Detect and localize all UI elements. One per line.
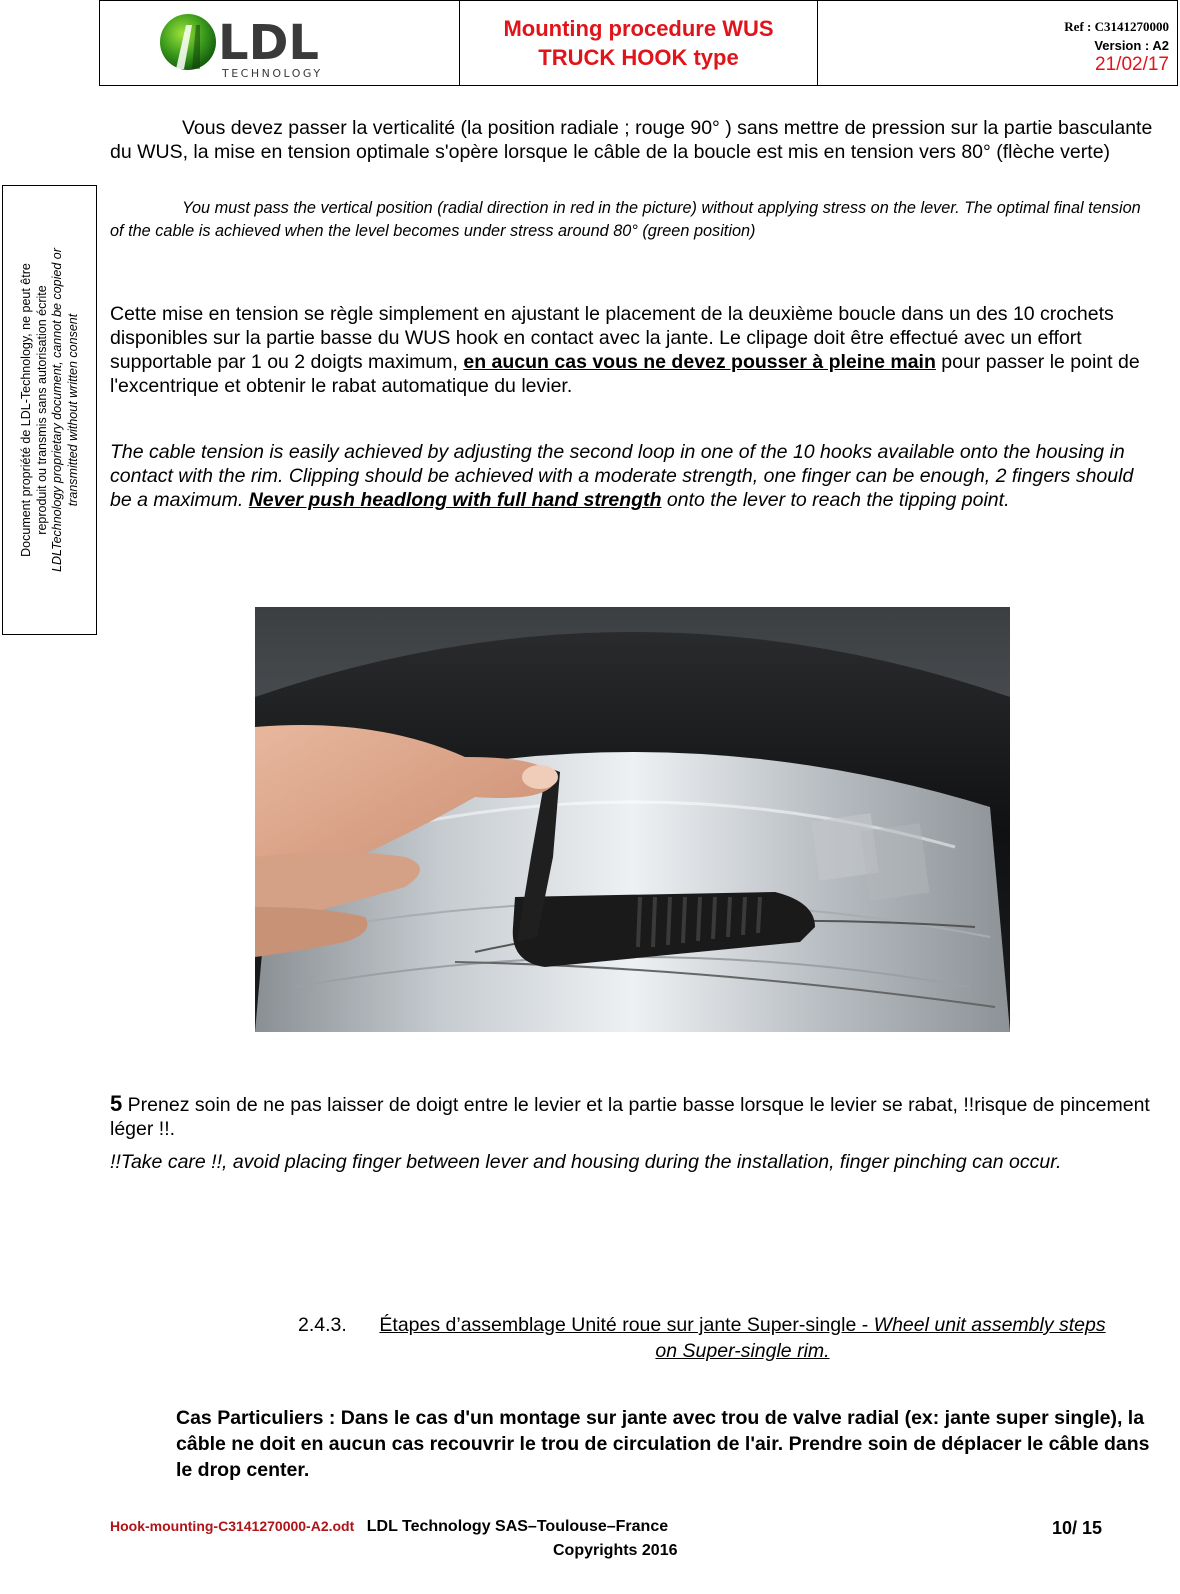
step5-number: 5: [110, 1091, 123, 1116]
para1-en: You must pass the vertical position (radial direction in red in the picture) without applying stress on the lever. The optimal final tension of the cable is achieved when the level becomes under stress around 80° (green position): [110, 199, 1141, 240]
para2-fr-b: pour passer le point de l'excentrique et obtenir le rabat automatique du levier.: [110, 351, 1140, 397]
para2-fr: [110, 302, 1155, 398]
svg-text:TECHNOLOGY: TECHNOLOGY: [222, 67, 323, 80]
hook-mounting-photo: [255, 607, 1010, 1032]
footer-copyright: Copyrights 2016: [553, 1542, 678, 1559]
step5-fr-text: Prenez soin de ne pas laisser de doigt entre le levier et la partie basse lorsque le levier se rabat, !!risque de pincement léger !!.: [110, 1094, 1150, 1140]
notice-en-line2: transmitted without written consent: [65, 313, 79, 507]
para2-fr-emphasis: en aucun cas vous ne devez pousser à pleine main: [463, 351, 936, 373]
document-header: [99, 0, 1178, 86]
doc-date: 21/02/17: [1095, 54, 1169, 75]
notice-en-line1: LDLTechnology proprietary document, cannot be copied or: [49, 248, 64, 572]
doc-title-line2: TRUCK HOOK type: [538, 45, 739, 70]
section-title: [370, 1312, 1115, 1364]
notice-fr-line1: Document propriété de LDL-Technology, ne peut être: [18, 263, 33, 557]
section-title-en: Wheel unit assembly steps on Super-single rim.: [655, 1314, 1106, 1362]
page-footer: [110, 1518, 1160, 1559]
section-title-fr: Étapes d’assemblage Unité roue sur jante Super-single -: [379, 1314, 874, 1336]
notice-fr-line2: reproduit ou transmis sans autorisation écrite: [34, 285, 48, 535]
footer-company: LDL Technology SAS–Toulouse–France: [366, 1518, 669, 1535]
para2-en: [110, 440, 1155, 512]
para1-fr: Vous devez passer la verticalité (la position radiale ; rouge 90° ) sans mettre de pression sur la partie basculante du WUS, la mise en tension optimale s'opère lorsque le câble de la boucle est mis en tension vers 80° (flèche verte): [110, 117, 1153, 163]
footer-filename: Hook-mounting-C3141270000-A2.odt: [110, 1518, 355, 1534]
ref-cell: [818, 1, 1177, 85]
para2-fr-a: Cette mise en tension se règle simplement en ajustant le placement de la deuxième boucle dans un des 10 crochets disponibles sur la partie basse du WUS hook en contact avec la jante. Le clipage doit être effectué avec un effort supportable par 1 ou 2 doigts maximum,: [110, 303, 1114, 373]
para2-en-b: onto the lever to reach the tipping point.: [666, 489, 1010, 511]
doc-reference: Ref : C3141270000: [1064, 19, 1169, 34]
doc-version: Version : A2: [1094, 38, 1169, 53]
svg-text:LDL: LDL: [218, 15, 320, 71]
title-cell: [460, 1, 818, 85]
doc-title-line1: Mounting procedure WUS: [503, 16, 774, 41]
logo-cell: [100, 1, 460, 85]
para2-en-a: The cable tension is easily achieved by adjusting the second loop in one of the 10 hooks available onto the housing in contact with the rim. Clipping should be achieved with a moderate strength, one finger can be enough, 2 fingers should be a maximum.: [110, 441, 1134, 511]
step5-en: !!Take care !!, avoid placing finger between lever and housing during the installation, finger pinching can occur.: [110, 1151, 1062, 1173]
page-number: 10/ 15: [1051, 1518, 1102, 1538]
section-number: 2.4.3.: [298, 1314, 347, 1336]
para2-en-emphasis: Never push headlong with full hand strength: [248, 489, 662, 511]
step5-fr: [110, 1092, 1155, 1141]
confidentiality-notice: [2, 185, 97, 635]
special-cases: Cas Particuliers : Dans le cas d'un montage sur jante avec trou de valve radial (ex: jante super single), la câble ne doit en aucun cas recouvrir le trou de circulation de l'air. Prendre soin de déplacer le câble dans le drop center.: [176, 1407, 1150, 1481]
ldl-logo: [100, 1, 460, 85]
